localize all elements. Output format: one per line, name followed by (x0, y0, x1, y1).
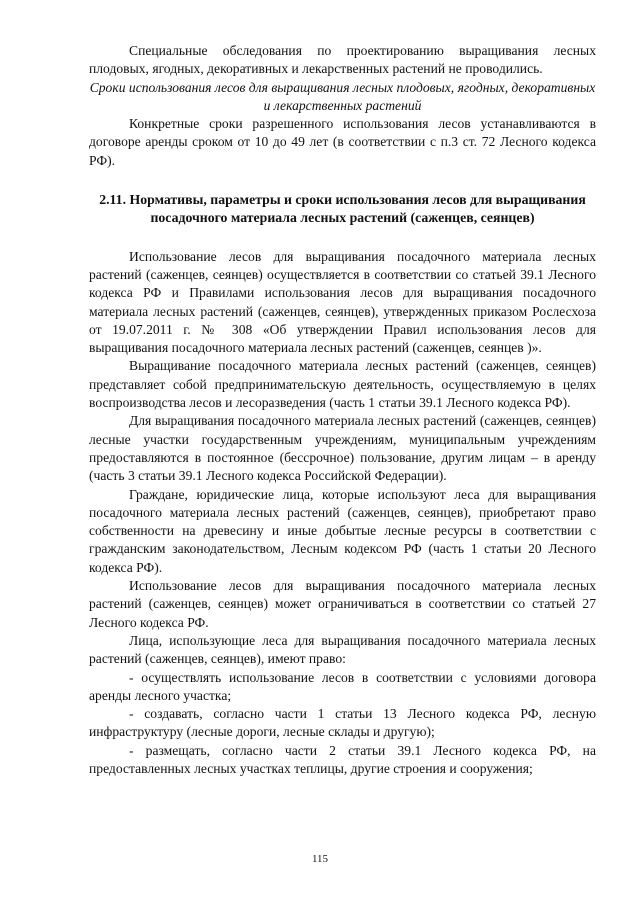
body-paragraph: Использование лесов для выращивания посадочного материала лесных растений (саженцев, сеянцев) может ограничиваться в соответствии со статьей 27 Лесного кодекса РФ. (89, 578, 596, 630)
list-item: - создавать, согласно части 1 статьи 13 Лесного кодекса РФ, лесную инфраструктуру (лесные дороги, лесные склады и другую); (89, 706, 596, 740)
body-paragraph: Для выращивания посадочного материала лесных растений (саженцев, сеянцев) лесные участки государственным учреждениям, муниципальным учреждениям предоставляются в постоянное (бессрочное) пользование, другим лицам – в аренду (часть 3 статьи 39.1 Лесного кодекса Российской Федерации). (89, 413, 596, 484)
list-item: - размещать, согласно части 2 статьи 39.1 Лесного кодекса РФ, на предоставленных лесных участках теплицы, другие строения и сооружения; (89, 742, 596, 776)
body-paragraph: Использование лесов для выращивания посадочного материала лесных растений (саженцев, сеянцев) осуществляется в соответствии со статьей 39.1 Лесного кодекса РФ и Правилами использования лесов для выращивания посадочного материала лесных растений (саженцев, сеянцев), утвержденных приказом Рослесхоза от 19.07.2011 г. № 308 «Об утверждении Правил использования лесов для выращивания посадочного материала лесных растений (саженцев, сеянцев )». (89, 248, 596, 356)
intro-subtitle: Сроки использования лесов для выращивания лесных плодовых, ягодных, декоративных и лекарственных растений (89, 79, 596, 113)
intro-terms-paragraph: Конкретные сроки разрешенного использования лесов устанавливаются в договоре аренды сроком от 10 до 49 лет (в соответствии с п.3 ст. 72 Лесного кодекса РФ). (89, 116, 596, 168)
body-paragraph: Выращивание посадочного материала лесных растений (саженцев, сеянцев) представляет собой предпринимательскую деятельность, осуществляемую в целях воспроизводства лесов и лесоразведения (часть 1 статьи 39.1 Лесного кодекса РФ). (89, 358, 596, 411)
section-heading: 2.11. Нормативы, параметры и сроки использования лесов для выращивания посадочного материала лесных растений (саженцев, сеянцев) (99, 192, 586, 226)
page-number: 115 (311, 853, 329, 865)
body-paragraph: Граждане, юридические лица, которые используют леса для выращивания посадочного материала лесных растений (саженцев, сеянцев), приобретают право собственности на древесину и иные добытые лесные ресурсы в соответствии с гражданским законодательством, Лесным кодексом РФ (часть 1 статьи 20 Лесного кодекса РФ). (89, 486, 596, 575)
intro-paragraph: Специальные обследования по проектированию выращивания лесных плодовых, ягодных, декоративных и лекарственных растений не проводились. (89, 43, 596, 77)
body-paragraph: Лица, использующие леса для выращивания посадочного материала лесных растений (саженцев, сеянцев), имеют право: (89, 632, 596, 667)
document-page (89, 42, 596, 778)
list-item: - осуществлять использование лесов в соответствии с условиями договора аренды лесного участка; (89, 669, 596, 703)
